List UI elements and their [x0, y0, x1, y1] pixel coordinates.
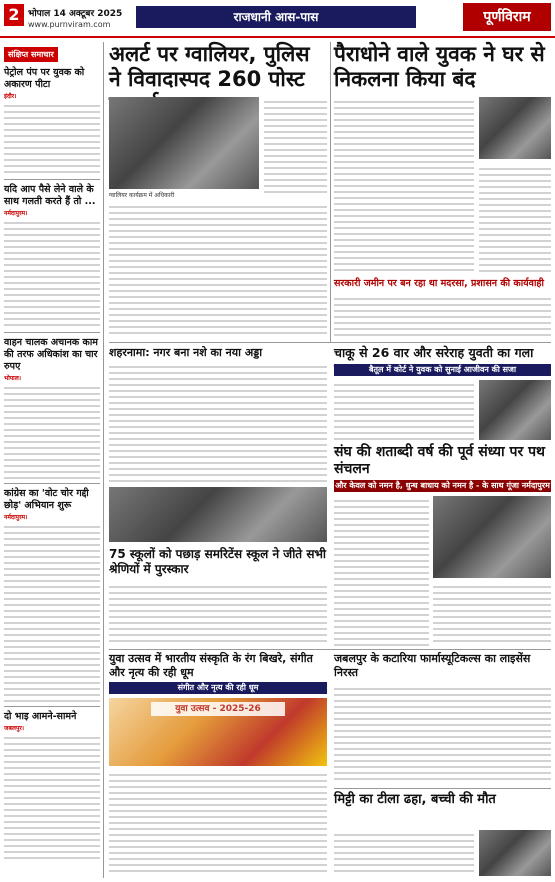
red-strip-body: [334, 294, 551, 338]
brief-body-5: जबलपुर।: [4, 725, 25, 732]
brief-title-1: पेट्रोल पंप पर युवक को अकारण पीटा: [4, 67, 85, 90]
brief-title-5: दो भाइ आमने-सामने: [4, 711, 77, 722]
brief-body-4: नर्मदापुरम।: [4, 514, 28, 521]
knife-subhead: बैतूल में कोर्ट ने युवक को सुनाई आजीवन की सजा: [334, 364, 551, 376]
brief-text-lines-4: [4, 522, 100, 702]
shaharnama-body: [109, 362, 327, 482]
mitti-photo: [479, 830, 551, 876]
brief-title-2: यदि आप पैसे लेने वाले के साथ गलती करते हैं तो ...: [4, 184, 96, 207]
shaharnama-headline: शहरनामा: नगर बना नशे का नया अड्डा: [109, 346, 263, 359]
vidhan-subhead: और केवल को नमन है, धुन्ध बाधाय को नमन है - के साथ गूंजा नर्मदापुरम: [335, 481, 550, 490]
lead-left-caption: ग्वालियर कार्यक्रम में अधिकारी: [109, 192, 175, 199]
knife-body: [334, 380, 474, 440]
schools-photo: [109, 487, 327, 542]
mitti-body: [334, 830, 474, 876]
lead-left-photo: [109, 97, 259, 189]
brief-title-4: कांग्रेस का 'वोट चोर गद्दी छोड़' अभियान शुरू: [4, 488, 89, 511]
vidhan-photo: [433, 496, 551, 578]
lead-right-photo: [479, 97, 551, 159]
vidhan-body: [334, 496, 429, 646]
lead-left-side-body: [264, 97, 327, 197]
main-content: [109, 42, 551, 878]
lead-right-side-body: [479, 164, 551, 272]
page-number: 2: [4, 4, 24, 26]
masthead: [0, 0, 555, 38]
culture-banner: युवा उत्सव - 2025-26: [151, 702, 285, 716]
website: www.purnviram.com: [28, 20, 111, 29]
brand-logo: पूर्णविराम: [463, 3, 551, 31]
brief-body-1: इंदौर।: [4, 93, 17, 100]
brief-text-lines-3: [4, 383, 100, 479]
knife-headline: चाकू से 26 वार और सरेराह युवती का गला: [334, 345, 534, 360]
lead-right-headline: पैराधोने वाले युवक ने घर से निकलना किया बंद: [334, 42, 545, 91]
lead-left-headline: अलर्ट पर ग्वालियर, पुलिस ने विवादास्पद 260 पोस्ट: [109, 42, 310, 91]
vidhan-headline: संघ की शताब्दी वर्ष की पूर्व संध्या पर पथ संचलन: [334, 444, 545, 477]
brief-body-2: नर्मदापुरम।: [4, 210, 28, 217]
brief-title-3: वाहन चालक अचानक काम की तरफ अधिकांश का चार रुपए: [4, 337, 98, 372]
left-brief-column: [4, 42, 104, 878]
schools-headline: 75 स्कूलों को पछाड़ समरिटेंस स्कूल ने जीते सभी श्रेणियों में पुरस्कार: [109, 547, 326, 576]
brief-tag: संक्षिप्त समाचार: [4, 47, 58, 62]
culture-body: [109, 770, 327, 876]
culture-photo: [109, 698, 327, 766]
brief-text-lines-1: [4, 101, 100, 175]
jabalpur-headline: जबलपुर के कटारिया फार्मास्यूटिकल्स का लाइसेंस निरस्त: [334, 652, 531, 679]
culture-headline: युवा उत्सव में भारतीय संस्कृति के रंग बिखरे, संगीत और नृत्य की रही धूम: [109, 652, 313, 679]
brief-text-lines-2: [4, 218, 100, 328]
dateline: भोपाल 14 अक्टूबर 2025: [28, 9, 123, 19]
brief-body-3: भोपाल।: [4, 375, 22, 382]
knife-photo: [479, 380, 551, 440]
mitti-headline: मिट्टी का टीला ढहा, बच्ची की मौत: [334, 792, 496, 807]
section-title: राजधानी आस-पास: [136, 6, 416, 28]
red-strip-headline: सरकारी जमीन पर बन रहा था मदरसा, प्रशासन की कार्यवाही: [334, 278, 544, 289]
schools-body: [109, 582, 327, 646]
culture-subhead: संगीत और नृत्य की रही धूम: [109, 682, 327, 694]
brief-text-lines-5: [4, 733, 100, 863]
lead-right-body: [334, 97, 474, 272]
lead-left-body: [109, 202, 327, 334]
jabalpur-body: [334, 684, 551, 784]
vidhan-body-2: [433, 582, 551, 646]
